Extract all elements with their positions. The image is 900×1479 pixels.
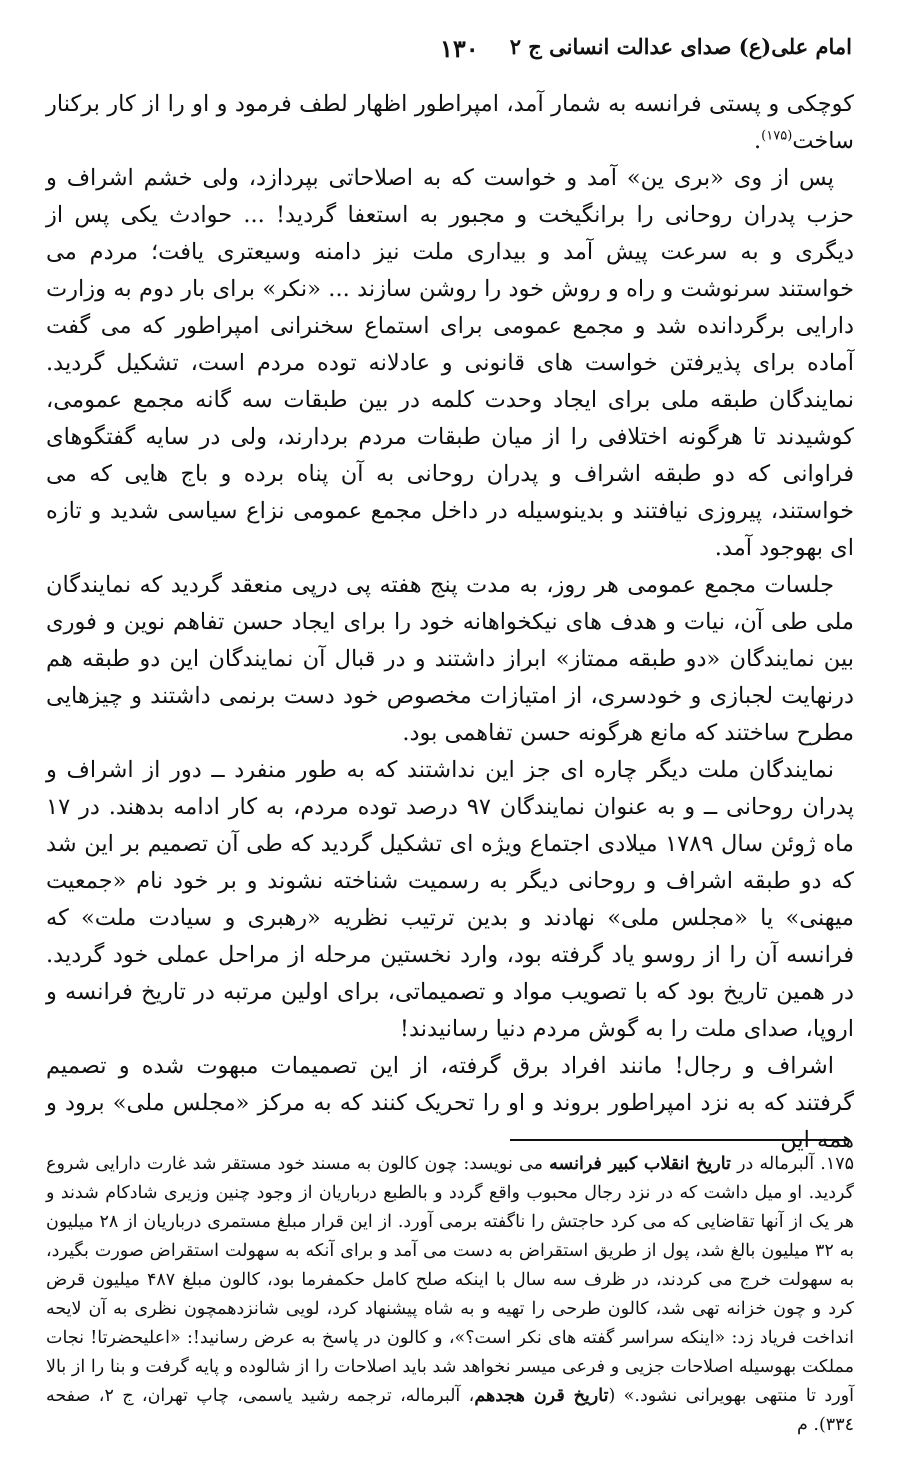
- main-text: [46, 86, 854, 1159]
- footnote-source-title: تاریخ قرن هجدهم: [474, 1386, 609, 1406]
- footnote: [46, 1150, 854, 1440]
- paragraph-1-tail: .: [754, 128, 762, 154]
- paragraph-1-text: کوچکی و پستی فرانسه به شمار آمد، امپراطور اظهار لطف فرمود و او را از کار برکنار ساخت: [46, 91, 854, 154]
- paragraph-1: [46, 86, 854, 160]
- footnote-tail: ، آلبرماله، ترجمه رشید یاسمی، چاپ تهران، ج ۲، صفحه ۳۳٤). م: [46, 1386, 854, 1435]
- footnote-lead: ۱۷۵. آلبرماله در: [737, 1154, 855, 1174]
- page-number: ۱۳۰: [440, 34, 479, 63]
- footnote-text: می نویسد: چون کالون به مسند خود مستقر شد غارت دارایی شروع گردید. او میل داشت که در نزد رجال محبوب واقع گردد و بالطبع درباریان از وجود چنین وزیری شادکام شدند و هر یک از آنها تقاضایی که می کرد حاجتش را ناگفته برمی آورد. از این قرار مبلغ مستمری درباریان از ۲۸ میلیون به ۳۲ میلیون بالغ شد، پول از طریق استقراض به دست می آمد و برای آنکه به سهولت استقراض صورت بگیرد، به سهولت خرج می کردند، در ظرف سه سال با اینکه صلح کامل حکمفرما بود، کالون مبلغ ۴۸۷ میلیون قرض کرد و چون خزانه تهی شد، کالون طرحی را تهیه و به شاه پیشنهاد کرد، لویی شانزدهمچون نظری به آن لایحه انداخت فریاد زد: «اینکه سراسر گفته های نکر است؟»، و کالون در پاسخ به عرض رسانید!: «اعلیحضرتا! نجات مملکت بهوسیله اصلاحات جزیی و فرعی میسر نخواهد شد باید اصلاحات را از شالوده و پایه گرفت و بنا را از بالا آورد تا منتهی بهویرانی نشود.» (: [46, 1154, 854, 1406]
- paragraph-3: جلسات مجمع عمومی هر روز، به مدت پنج هفته پی درپی منعقد گردید که نمایندگان ملی طی آن، نیات و هدف های نیکخواهانه خود را برای ایجاد حسن تفاهم نوین و فوری بین نمایندگان «دو طبقه ممتاز» ابراز داشتند و در قبال آن نمایندگان این دو طبقه هم درنهایت لجبازی و خودسری، از امتیازات مخصوص خود دست برنمی داشتند و چیزهایی مطرح ساختند که مانع هرگونه حسن تفاهمی بود.: [46, 572, 854, 746]
- footnote-marker: (۱۷۵): [761, 128, 793, 144]
- paragraph-4: نمایندگان ملت دیگر چاره ای جز این نداشتند که به طور منفرد ــ دور از اشراف و پدران روحانی ــ و به عنوان نمایندگان ۹۷ درصد توده مردم، به کار ادامه بدهند. در ۱۷ ماه ژوئن سال ۱۷۸۹ میلادی اجتماع ویژه ای تشکیل گردید که طی آن تصمیم بر این شد که دو طبقه اشراف و روحانی دیگر به رسمیت شناخته نشوند و بر خود نام «جمعیت میهنی» یا «مجلس ملی» نهادند و بدین ترتیب نظریه «رهبری و سیادت ملت» که فرانسه آن را از روسو یاد گرفته بود، وارد نخستین مرحله از مراحل عملی خود گردید. در همین تاریخ بود که با تصویب مواد و تصمیماتی، برای اولین مرتبه در تاریخ فرانسه و اروپا، صدای ملت را به گوش مردم دنیا رسانیدند!: [46, 757, 854, 1042]
- paragraph-5: اشراف و رجال! مانند افراد برق گرفته، از این تصمیمات مبهوت شده و تصمیم گرفتند که به نزد امپراطور بروند و او را تحریک کنند که به مرکز «مجلس ملی» برود و همه این: [46, 1053, 854, 1153]
- page-header: [48, 34, 852, 74]
- footnote-divider: [510, 1139, 850, 1141]
- footnote-book-title: تاریخ انقلاب کبیر فرانسه: [549, 1154, 731, 1174]
- running-title: امام علی(ع) صدای عدالت انسانی ج ۲: [509, 34, 852, 59]
- paragraph-2: پس از وی «بری ین» آمد و خواست که به اصلاحاتی بپردازد، ولی خشم اشراف و حزب پدران روحانی را برانگیخت و مجبور به استعفا گردید! ... حوادث یکی پس از دیگری و به سرعت پیش آمد و بیداری ملت نیز دامنه وسیعتری یافت؛ مردم می خواستند سرنوشت و راه و روش خود را روشن سازند ... «نکر» برای بار دوم به وزارت دارایی برگردانده شد و مجمع عمومی برای استماع سخنرانی امپراطور که می گفت آماده برای پذیرفتن خواست های قانونی و عادلانه توده مردم است، تشکیل گردید. نمایندگان طبقه ملی برای ایجاد وحدت کلمه در بین طبقات سه گانه مجمع عمومی، کوشیدند تا هرگونه اختلافی را از میان طبقات مردم بردارند، ولی در سایه گفتگوهای فراوانی که دو طبقه اشراف و پدران روحانی به آن پناه برده و باج هایی که می خواستند، پیروزی نیافتند و بدینوسیله در داخل مجمع عمومی نزاع سیاسی شدید و تازه ای بهوجود آمد.: [46, 165, 854, 561]
